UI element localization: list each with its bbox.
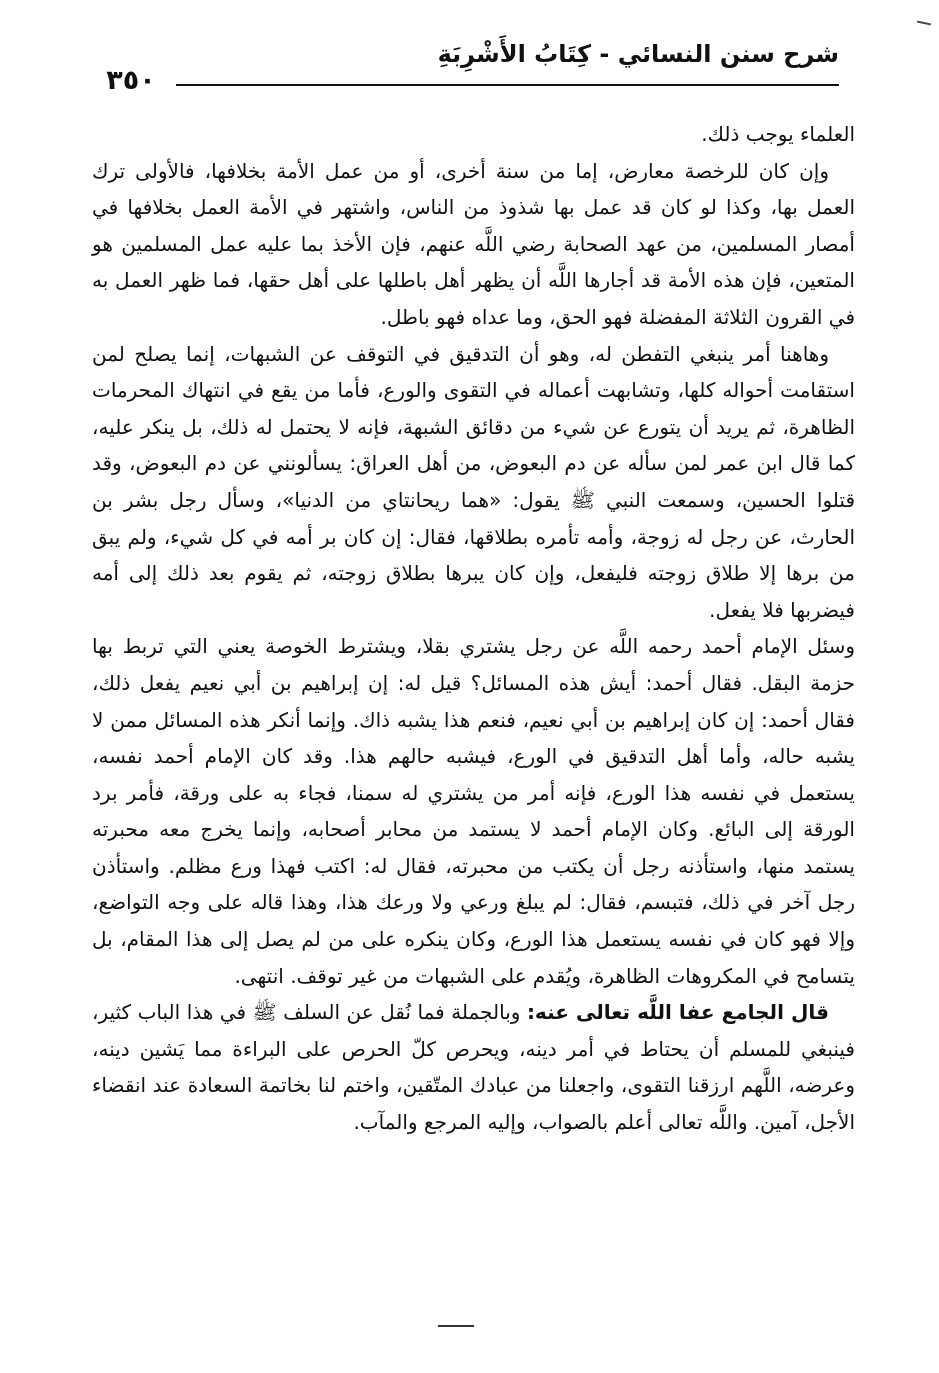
paragraph-1: العلماء يوجب ذلك. [701, 122, 855, 146]
running-title: شرح سنن النسائي - كِتَابُ الأَشْرِبَةِ [437, 40, 839, 68]
header-rule [86, 84, 839, 86]
paragraph-3: وهاهنا أمر ينبغي التفطن له، وهو أن التدقيق في التوقف عن الشبهات، إنما يصلح لمن استقامت أحواله كلها، وتشابهت أعماله في التقوى والورع، فأما من يقع في انتهاك المحرمات الظاهرة، ثم يريد أن يتورع عن شيء من دقائق الشبهة، فإنه لا يحتمل له ذلك، بل ينكر عليه، كما قال ابن عمر لمن سأله عن دم البعوض، من أهل العراق: يسألونني عن دم البعوض، وقد قتلوا الحسين، وسمعت النبي ﷺ يقول: «هما ريحانتاي من الدنيا»، وسأل رجل بشر بن الحارث، عن رجل له زوجة، وأمه تأمره بطلاقها، فقال: إن كان بر أمه في كل شيء، ولم يبق من برها إلا طلاق زوجته فليفعل، وإن كان يبرها بطلاق زوجته، ثم يقوم بعد ذلك إلى أمه فيضربها فلا يفعل. [92, 341, 855, 622]
page-header [86, 40, 839, 98]
paragraph-5-text: وبالجملة فما نُقل عن السلف ﷺ في هذا الباب كثير، فينبغي للمسلم أن يحتاط في أمر دينه، ويحرص كلّ الحرص على البراءة مما يَشين دينه، وعرضه، اللَّهم ارزقنا التقوى، واجعلنا من عبادك المتّقين، واختم لنا بخاتمة السعادة عند انقضاء الأجل، آمين. واللَّه تعالى أعلم بالصواب، وإليه المرجع والمآب. [92, 1000, 855, 1135]
footer-rule [438, 1325, 474, 1327]
page-number: ٣٥٠ [86, 65, 176, 96]
author-label: قال الجامع عفا اللَّه تعالى عنه: [526, 1000, 829, 1025]
paragraph-4: وسئل الإمام أحمد رحمه اللَّه عن رجل يشتري بقلا، ويشترط الخوصة يعني التي تربط بها حزمة البقل. فقال أحمد: أيش هذه المسائل؟ قيل له: إن إبراهيم بن أبي نعيم يفعل ذلك، فقال أحمد: إن كان إبراهيم بن أبي نعيم، فنعم هذا يشبه ذاك. وإنما أنكر هذه المسائل ممن لا يشبه حاله، وأما أهل التدقيق في الورع، فيشبه حالهم هذا. وقد كان الإمام أحمد نفسه، يستعمل في نفسه هذا الورع، فإنه أمر من يشتري له سمنا، فجاء به على ورقة، فأمر برد الورقة إلى البائع. وكان الإمام أحمد لا يستمد من محابر أصحابه، وإنما يخرج معه محبرته يستمد منها، واستأذنه رجل أن يكتب من محبرته، فقال له: اكتب فهذا ورع مظلم. واستأذن رجل آخر في ذلك، فتبسم، فقال: لم يبلغ ورعي ولا ورعك هذا، وهذا قاله على وجه التواضع، وإلا فهو كان في نفسه يستعمل هذا الورع، وكان ينكره على من لم يصل إلى هذا المقام، بل يتسامح في المكروهات الظاهرة، ويُقدم على الشبهات من غير توقف. انتهى. [92, 634, 855, 988]
paragraph-2: وإن كان للرخصة معارض، إما من سنة أخرى، أو من عمل الأمة بخلافها، فالأولى ترك العمل بها، وكذا لو كان قد عمل بها شذوذ من الناس، واشتهر في الأمة العمل بخلافها في أمصار المسلمين، من عهد الصحابة رضي اللَّه عنهم، فإن الأخذ بما عليه عمل المسلمين هو المتعين، فإن هذه الأمة قد أجارها اللَّه أن يظهر أهل باطلها على أهل حقها، فما ظهر العمل به في القرون الثلاثة المفضلة فهو الحق، وما عداه فهو باطل. [92, 158, 855, 329]
main-text [92, 116, 855, 1141]
paragraph-5 [92, 994, 855, 1140]
scan-mark [917, 21, 931, 26]
